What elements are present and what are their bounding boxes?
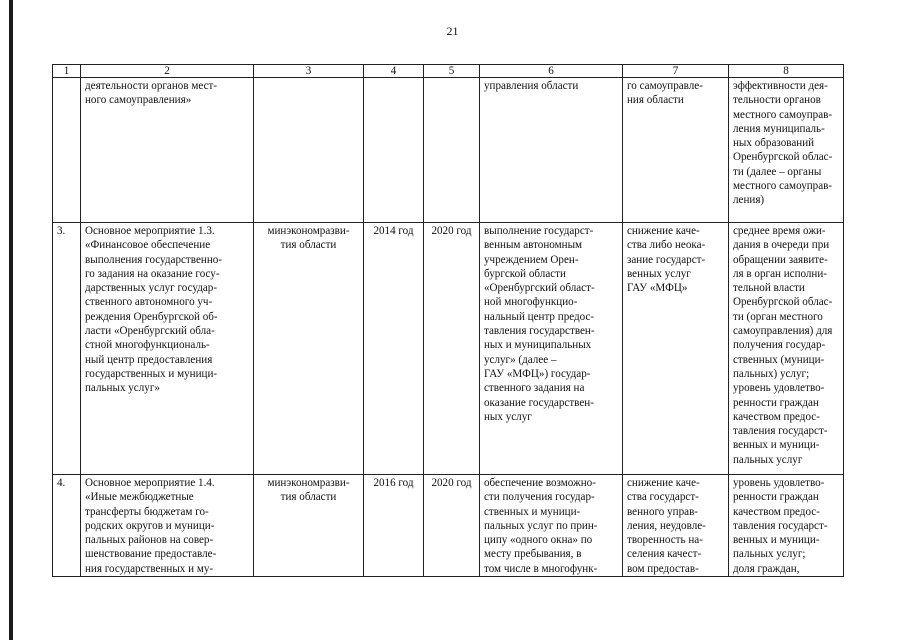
indicator-cell: уровень удовлетво- ренности граждан качеством предос- тавления государст- венных и муници- пальных услуг; доля граждан, <box>729 475 844 577</box>
result-cell: управления области <box>480 78 623 223</box>
header-cell: 1 <box>53 65 81 78</box>
result-cell: обеспечение возможно- сти получения государ- ственных и муници- пальных услуг по прин- ципу «одного окна» по месту пребывания, в том числе в многофунк- <box>480 475 623 577</box>
table-row <box>53 223 844 475</box>
row-number: 4. <box>53 475 81 577</box>
header-cell: 5 <box>424 65 480 78</box>
executor-cell <box>254 78 364 223</box>
header-cell: 7 <box>623 65 729 78</box>
result-cell: выполнение государст- венным автономным учреждением Орен- бургской области «Оренбургский област- ной многофункцио- нальный центр предос- тавления государствен- ных и муниципальных услуг» (далее – ГАУ «МФЦ») государ- ственного задания на оказание государствен- ных услуг <box>480 223 623 475</box>
executor-cell: минэкономразви- тия области <box>254 223 364 475</box>
start-year-cell <box>364 78 424 223</box>
header-cell: 6 <box>480 65 623 78</box>
row-number: 3. <box>53 223 81 475</box>
end-year-cell: 2020 год <box>424 475 480 577</box>
page-binding-edge <box>9 0 13 640</box>
end-year-cell <box>424 78 480 223</box>
event-cell: Основное мероприятие 1.3. «Финансовое обеспечение выполнения государственно- го задания на оказание госу- дарственных услуг государ- ственного автономного уч- реждения Оренбургской об- ласти «Оренбургский обла- стной многофункциональ- ный центр предоставления государственных и муници- пальных услуг» <box>81 223 254 475</box>
indicator-cell: эффективности дея- тельности органов местного самоуправ- ления муниципаль- ных образований Оренбургской облас- ти (далее – органы местного самоуправ- ления) <box>729 78 844 223</box>
row-number <box>53 78 81 223</box>
consequence-cell: го самоуправле- ния области <box>623 78 729 223</box>
start-year-cell: 2016 год <box>364 475 424 577</box>
event-cell: Основное мероприятие 1.4. «Иные межбюджетные трансферты бюджетам го- родских округов и муници- пальных районов на совер- шенствование предоставле- ния государственных и му- <box>81 475 254 577</box>
end-year-cell: 2020 год <box>424 223 480 475</box>
consequence-cell: снижение каче- ства государст- венного управ- ления, неудовле- творенность на- селения качест- вом предостав- <box>623 475 729 577</box>
start-year-cell: 2014 год <box>364 223 424 475</box>
header-cell: 3 <box>254 65 364 78</box>
table-row <box>53 78 844 223</box>
event-cell: деятельности органов мест- ного самоуправления» <box>81 78 254 223</box>
header-cell: 2 <box>81 65 254 78</box>
table-row <box>53 475 844 577</box>
document-table <box>52 64 844 577</box>
indicator-cell: среднее время ожи- дания в очереди при обращении заявите- ля в орган исполни- тельной власти Оренбургской облас- ти (орган местного самоуправления) для получения государ- ственных (муници- пальных) услуг; уровень удовлетво- ренности граждан качеством предос- тавления государст- венных и муници- пальных услуг <box>729 223 844 475</box>
table-header-row <box>53 65 844 78</box>
header-cell: 4 <box>364 65 424 78</box>
executor-cell: минэкономразви- тия области <box>254 475 364 577</box>
header-cell: 8 <box>729 65 844 78</box>
page-number: 21 <box>446 24 459 38</box>
consequence-cell: снижение каче- ства либо неока- зание государст- венных услуг ГАУ «МФЦ» <box>623 223 729 475</box>
